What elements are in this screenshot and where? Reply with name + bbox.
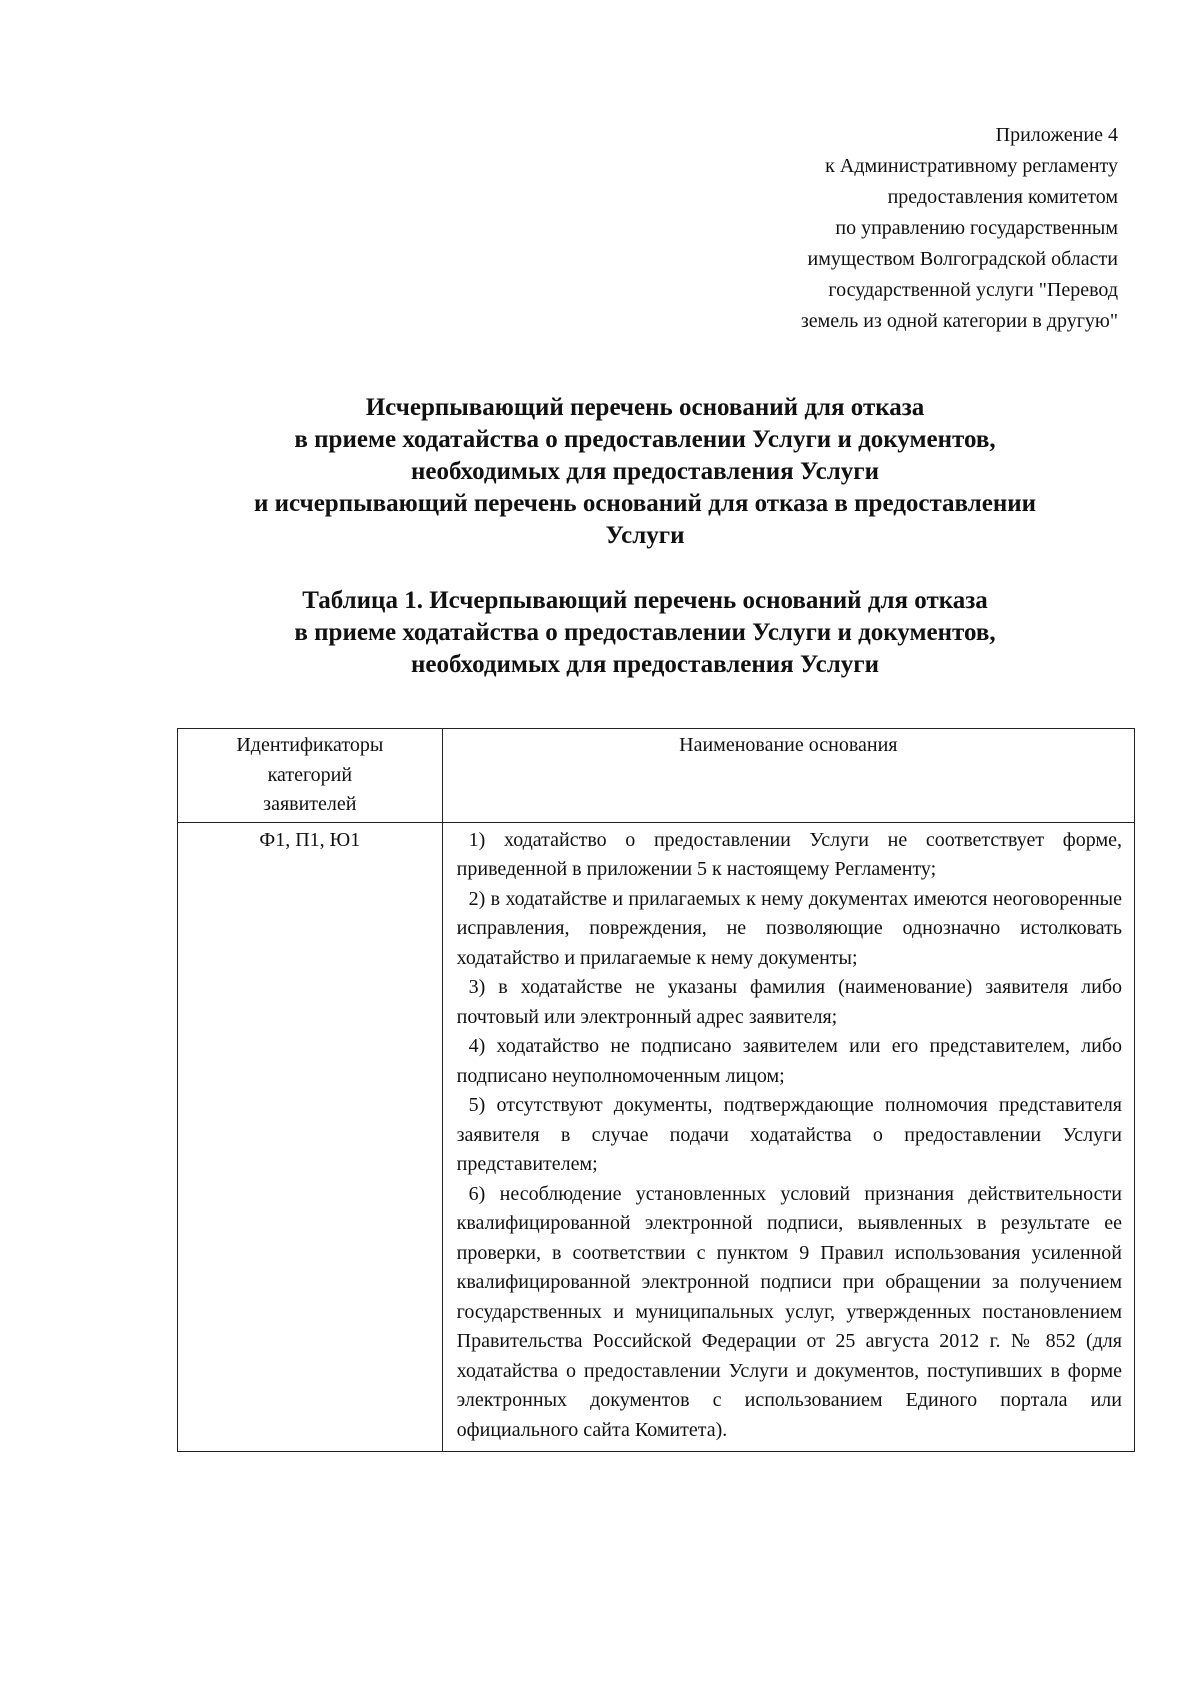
header-identifiers (178, 729, 443, 823)
ground-item: 2) в ходатайстве и прилагаемых к нему документах имеются неоговоренные исправления, повреждения, не позволяющие однозначно истолковать ходатайство и прилагаемые к нему документы; (456, 887, 1122, 969)
ground-item: 1) ходатайство о предоставлении Услуги не соответствует форме, приведенной в приложении 5 к настоящему Регламенту; (456, 828, 1122, 880)
grounds-table (177, 728, 1135, 1452)
document-title (150, 392, 1140, 552)
appendix-line: государственной услуги "Перевод (828, 279, 1118, 301)
appendix-line: по управлению государственным (835, 217, 1118, 239)
grounds-list-cell (442, 822, 1134, 1452)
caption-line: Таблица 1. Исчерпывающий перечень оснований для отказа (302, 587, 988, 614)
title-line: Услуги (605, 522, 685, 549)
appendix-line: к Административному регламенту (825, 155, 1118, 177)
appendix-line: предоставления комитетом (887, 186, 1118, 208)
ground-item: 4) ходатайство не подписано заявителем или его представителем, либо подписано неуполномоченным лицом; (456, 1035, 1122, 1087)
table-header-row (178, 729, 1135, 823)
header-identifiers-line: категорий (267, 763, 353, 786)
title-line: в приеме ходатайства о предоставлении Услуги и документов, (294, 426, 996, 453)
appendix-reference (598, 120, 1118, 337)
ground-item: 6) несоблюдение установленных условий признания действительности квалифицированной электронной подписи, выявленных в результате ее проверки, в соответствии с пунктом 9 Правил использования усиленной квалифицированной электронной подписи при обращении за получением государственных и муниципальных услуг, утвержденных постановлением Правительства Российской Федерации от 25 августа 2012 г. № 852 (для ходатайства о предоставлении Услуги и документов, поступивших в форме электронных документов с использованием Единого портала или официального сайта Комитета). (456, 1182, 1122, 1441)
table-caption (150, 585, 1140, 681)
title-line: и исчерпывающий перечень оснований для отказа в предоставлении (253, 490, 1037, 517)
appendix-line: Приложение 4 (995, 124, 1118, 146)
caption-line: необходимых для предоставления Услуги (411, 651, 879, 678)
appendix-line: имуществом Волгоградской области (807, 248, 1118, 270)
ground-item: 3) в ходатайстве не указаны фамилия (наименование) заявителя либо почтовый или электронный адрес заявителя; (456, 976, 1122, 1028)
header-identifiers-line: заявителей (263, 793, 357, 815)
caption-line: в приеме ходатайства о предоставлении Услуги и документов, (294, 619, 996, 646)
ground-item: 5) отсутствуют документы, подтверждающие полномочия представителя заявителя в случае подачи ходатайства о предоставлении Услуги представителем; (456, 1094, 1122, 1175)
applicant-identifiers-cell: Ф1, П1, Ю1 (178, 822, 443, 1452)
table-row (178, 822, 1135, 1452)
appendix-line: земель из одной категории в другую" (800, 310, 1118, 332)
header-identifiers-line: Идентификаторы (236, 734, 384, 756)
title-line: необходимых для предоставления Услуги (411, 458, 879, 485)
header-ground-name: Наименование основания (442, 729, 1134, 823)
title-line: Исчерпывающий перечень оснований для отказа (365, 394, 925, 421)
